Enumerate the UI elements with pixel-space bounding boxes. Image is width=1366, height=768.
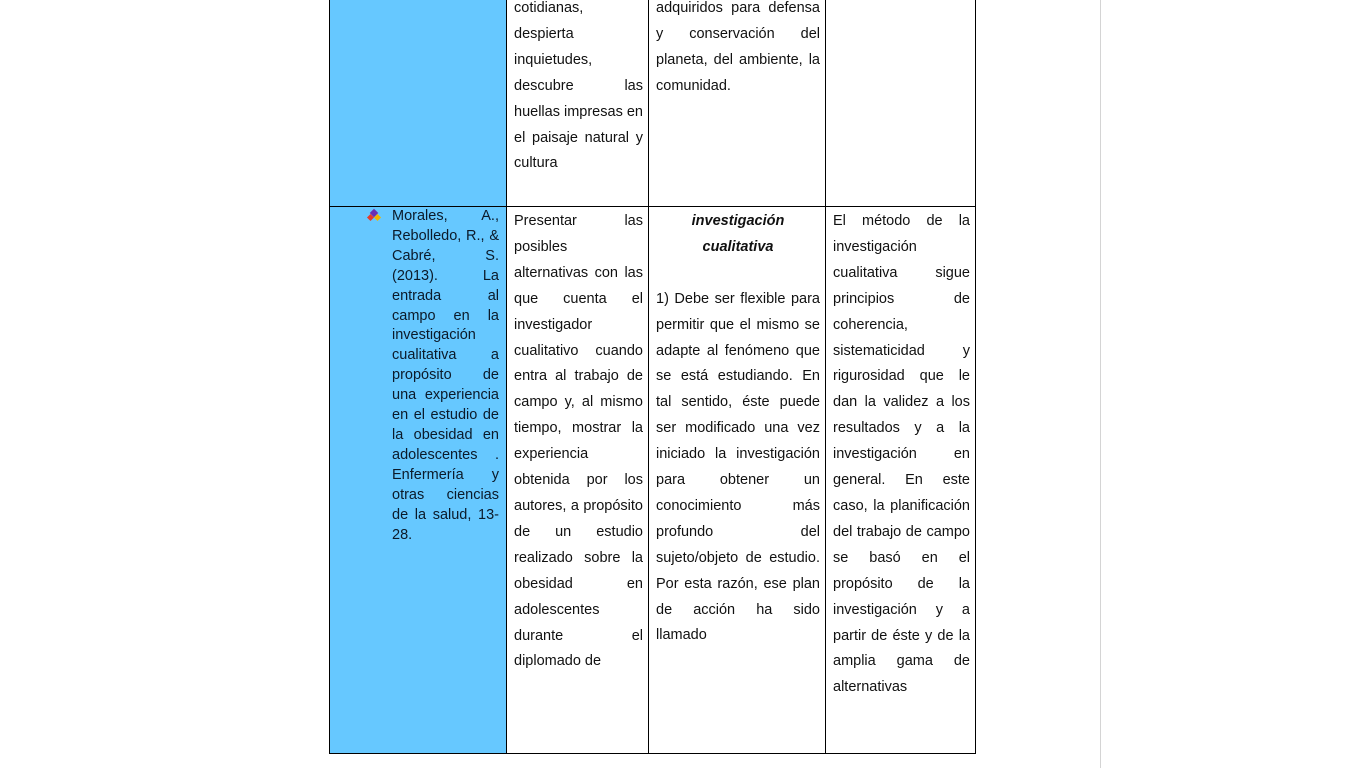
literature-review-table [329, 0, 976, 754]
reference-cell [330, 0, 507, 207]
content-cell [649, 0, 826, 207]
cell-text: Presentar las posibles alternativas con las que cuenta el investigador cualitativo cuando entra al trabajo de campo y, al mismo tiempo, mostrar la experiencia obtenida por los autores, a propósito de un estudio realizado sobre la obesidad en adolescentes durante el diplomado de [514, 213, 643, 670]
cell-text: El método de la investigación cualitativa sigue principios de coherencia, sistematicidad y rigurosidad que le dan la validez a los resultados y a la investigación en general. En este caso, la planificación del trabajo de campo se basó en el propósito de la investigación y a partir de éste y de la amplia gama de alternativas [833, 213, 970, 696]
cell-text: cotidianas, despierta inquietudes, descubre las huellas impresas en el paisaje natural y cultura [514, 0, 643, 172]
page-edge-divider [1100, 0, 1101, 768]
cell-text: adquiridos para defensa y conservación del planeta, del ambiente, la comunidad. [656, 0, 820, 94]
cell-heading: investigación cualitativa [691, 213, 785, 255]
colored-diamond-bullet-icon [368, 210, 380, 222]
reference-text: Morales, A., Rebolledo, R., & Cabré, S. (2013). La entrada al campo en la investigación cualitativa a propósito de una experiencia en el estudio de la obesidad en adolescentes . Enfermería y otras ciencias de la salud, 13-28. [392, 208, 499, 543]
content-cell [649, 207, 826, 754]
table-row [330, 207, 976, 754]
table-row [330, 0, 976, 207]
objective-cell [507, 0, 649, 207]
reference-cell [330, 207, 507, 754]
conclusion-cell [826, 207, 976, 754]
cell-text: 1) Debe ser flexible para permitir que el mismo se adapte al fenómeno que se está estudiando. En tal sentido, éste puede ser modificado una vez iniciado la investigación para obtener un conocimiento más profundo del sujeto/objeto de estudio. Por esta razón, ese plan de acción ha sido llamado [656, 290, 820, 644]
conclusion-cell [826, 0, 976, 207]
reference-entry [330, 207, 506, 545]
cell-content [649, 207, 825, 649]
objective-cell [507, 207, 649, 754]
